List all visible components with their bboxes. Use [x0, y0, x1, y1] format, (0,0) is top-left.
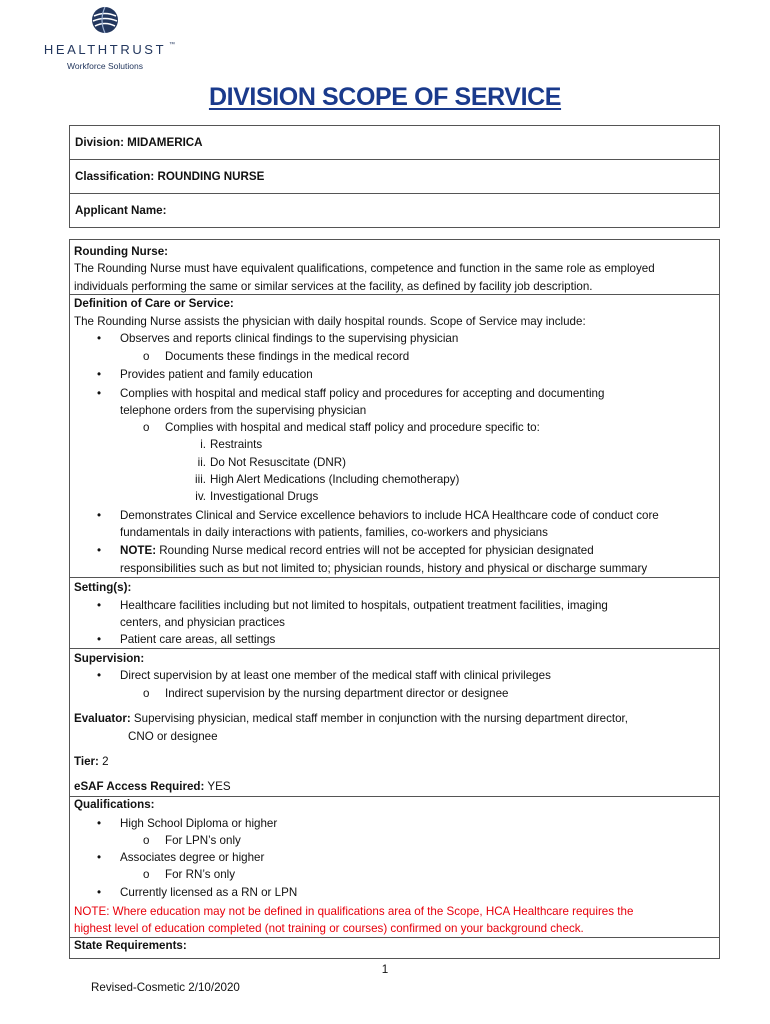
- logo-brand: HEALTHTRUST: [43, 42, 167, 57]
- document-title-wrap: [0, 83, 770, 112]
- qualifications-bullet-1-sub: For LPN’s only: [165, 834, 241, 847]
- qualifications-bullet-2: Associates degree or higher: [120, 851, 265, 864]
- definition-bullet-1: Observes and reports clinical findings to the supervising physician: [120, 332, 459, 345]
- revision-note: Revised-Cosmetic 2/10/2020: [91, 981, 240, 994]
- roman-num: ii.: [197, 456, 206, 469]
- supervision-bullet-1: Direct supervision by at least one member of the medical staff with clinical privileges: [120, 669, 551, 682]
- bullet-icon: •: [97, 599, 102, 612]
- header-table: [69, 125, 720, 228]
- bullet-icon: •: [97, 509, 102, 522]
- bullet-icon: •: [97, 332, 102, 345]
- definition-bullet-5-line-2: responsibilities such as but not limited to; physician rounds, history and physical or discharge summary: [120, 562, 648, 575]
- note-text: Rounding Nurse medical record entries will not be accepted for physician designated: [156, 544, 594, 557]
- note-label: NOTE:: [120, 544, 157, 557]
- definition-bullet-4-line-1: Demonstrates Clinical and Service excellence behaviors to include HCA Healthcare code of conduct core: [120, 509, 659, 522]
- circle-bullet-icon: o: [143, 687, 150, 700]
- roman-item: High Alert Medications (Including chemotherapy): [210, 473, 460, 486]
- divider-qualifications: [69, 796, 720, 797]
- definition-bullet-2: Provides patient and family education: [120, 368, 313, 381]
- globe-icon: [91, 6, 119, 34]
- division-row: [70, 126, 719, 160]
- tier-label: Tier:: [74, 755, 99, 768]
- evaluator-line-2: CNO or designee: [128, 730, 218, 743]
- definition-heading: Definition of Care or Service:: [74, 297, 234, 310]
- classification-row: [70, 160, 719, 194]
- rounding-nurse-heading: Rounding Nurse:: [74, 245, 169, 258]
- page-number: 1: [381, 963, 389, 976]
- roman-num: i.: [200, 438, 206, 451]
- roman-num: iv.: [195, 490, 206, 503]
- roman-item: Investigational Drugs: [210, 490, 319, 503]
- qualifications-note-line-1: NOTE: Where education may not be defined in qualifications area of the Scope, HCA Healthcare requires the: [74, 905, 634, 918]
- tier-line: [74, 755, 109, 769]
- circle-bullet-icon: o: [143, 421, 150, 434]
- supervision-heading: Supervision:: [74, 652, 145, 665]
- document-title: DIVISION SCOPE OF SERVICE: [208, 83, 562, 111]
- company-logo: [40, 6, 200, 72]
- bullet-icon: •: [97, 387, 102, 400]
- qualifications-heading: Qualifications:: [74, 798, 155, 811]
- esaf-value: YES: [204, 780, 231, 793]
- definition-bullet-5-line-1: [120, 544, 594, 558]
- evaluator-label: Evaluator:: [74, 712, 131, 725]
- definition-bullet-3-line-2: telephone orders from the supervising physician: [120, 404, 367, 417]
- circle-bullet-icon: o: [143, 350, 150, 363]
- esaf-line: [74, 780, 231, 794]
- bullet-icon: •: [97, 633, 102, 646]
- rounding-nurse-line-1: The Rounding Nurse must have equivalent qualifications, competence and function in the same role as employed: [74, 262, 655, 275]
- evaluator-line-1: [74, 712, 628, 726]
- bullet-icon: •: [97, 851, 102, 864]
- evaluator-text: Supervising physician, medical staff member in conjunction with the nursing department director,: [130, 712, 628, 725]
- definition-bullet-3-sub: Complies with hospital and medical staff policy and procedure specific to:: [165, 421, 540, 434]
- circle-bullet-icon: o: [143, 834, 150, 847]
- divider-state: [69, 937, 720, 938]
- roman-item: Restraints: [210, 438, 263, 451]
- roman-num: iii.: [195, 473, 206, 486]
- esaf-label: eSAF Access Required:: [74, 780, 205, 793]
- bullet-icon: •: [97, 817, 102, 830]
- divider-definition: [69, 294, 720, 295]
- bullet-icon: •: [97, 886, 102, 899]
- settings-bullet-1-line-2: centers, and physician practices: [120, 616, 285, 629]
- bullet-icon: •: [97, 544, 102, 557]
- division-label: Division: MIDAMERICA: [75, 136, 203, 149]
- applicant-label: Applicant Name:: [75, 204, 167, 217]
- state-heading: State Requirements:: [74, 939, 187, 952]
- qualifications-bullet-2-sub: For RN’s only: [165, 868, 236, 881]
- settings-bullet-2: Patient care areas, all settings: [120, 633, 276, 646]
- qualifications-note-line-2: highest level of education completed (not training or courses) confirmed on your background check.: [74, 922, 584, 935]
- bullet-icon: •: [97, 368, 102, 381]
- tier-value: 2: [98, 755, 109, 768]
- rounding-nurse-line-2: individuals performing the same or similar services at the facility, as defined by facility job description.: [74, 280, 593, 293]
- logo-trademark: ™: [169, 42, 175, 48]
- divider-supervision: [69, 648, 720, 649]
- definition-intro: The Rounding Nurse assists the physician with daily hospital rounds. Scope of Service may include:: [74, 315, 586, 328]
- qualifications-bullet-1: High School Diploma or higher: [120, 817, 278, 830]
- classification-label: Classification: ROUNDING NURSE: [75, 170, 265, 183]
- definition-bullet-1-sub: Documents these findings in the medical record: [165, 350, 410, 363]
- settings-heading: Setting(s):: [74, 581, 132, 594]
- divider-settings: [69, 577, 720, 578]
- qualifications-bullet-3: Currently licensed as a RN or LPN: [120, 886, 298, 899]
- settings-bullet-1-line-1: Healthcare facilities including but not limited to hospitals, outpatient treatment facilities, imaging: [120, 599, 608, 612]
- roman-item: Do Not Resuscitate (DNR): [210, 456, 346, 469]
- definition-bullet-3-line-1: Complies with hospital and medical staff policy and procedures for accepting and documenting: [120, 387, 605, 400]
- applicant-row: [70, 194, 719, 228]
- logo-subtitle: Workforce Solutions: [67, 61, 143, 71]
- bullet-icon: •: [97, 669, 102, 682]
- definition-bullet-4-line-2: fundamentals in daily interactions with patients, families, co-workers and physicians: [120, 526, 548, 539]
- circle-bullet-icon: o: [143, 868, 150, 881]
- supervision-bullet-1-sub: Indirect supervision by the nursing department director or designee: [165, 687, 509, 700]
